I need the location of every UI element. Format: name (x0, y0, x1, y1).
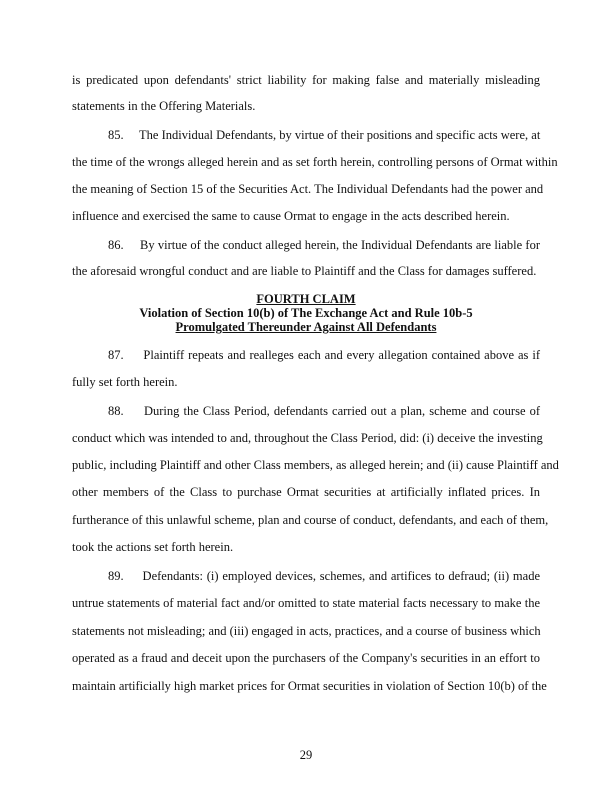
paragraph-87-line: fully set forth herein. (72, 375, 178, 389)
claim-heading-subtitle: Violation of Section 10(b) of The Exchange Act and Rule 10b-5 (139, 306, 473, 320)
paragraph-88-line: public, including Plaintiff and other Class members, as alleged herein; and (ii) cause Plaintiff and (72, 458, 559, 472)
paragraph-89-line: maintain artificially high market prices for Ormat securities in violation of Section 10(b) of the (72, 679, 547, 693)
paragraph-86-line: 86. By virtue of the conduct alleged herein, the Individual Defendants are liable for (108, 238, 540, 252)
paragraph-88-line: furtherance of this unlawful scheme, plan and course of conduct, defendants, and each of them, (72, 513, 549, 527)
paragraph-89-line: statements not misleading; and (iii) engaged in acts, practices, and a course of business which (72, 624, 541, 638)
paragraph-89-line: operated as a fraud and deceit upon the purchasers of the Company's securities in an effort to (72, 651, 540, 665)
paragraph-89-line: untrue statements of material fact and/or omitted to state material facts necessary to make the (72, 596, 540, 610)
paragraph-87-line: 87. Plaintiff repeats and realleges each and every allegation contained above as if (108, 348, 540, 362)
paragraph-85-line: influence and exercised the same to cause Ormat to engage in the acts described herein. (72, 209, 510, 223)
page-number: 29 (299, 748, 313, 762)
paragraph-line: is predicated upon defendants' strict liability for making false and materially misleading (72, 73, 540, 87)
paragraph-88-line: conduct which was intended to and, throughout the Class Period, did: (i) deceive the investing (72, 431, 543, 445)
paragraph-88-line: 88. During the Class Period, defendants carried out a plan, scheme and course of (108, 404, 540, 418)
paragraph-85-line: 85. The Individual Defendants, by virtue of their positions and specific acts were, at (108, 128, 541, 142)
paragraph-85-line: the meaning of Section 15 of the Securities Act. The Individual Defendants had the power and (72, 182, 544, 196)
paragraph-line: statements in the Offering Materials. (72, 99, 256, 113)
paragraph-88-line: took the actions set forth herein. (72, 540, 234, 554)
paragraph-88-line: other members of the Class to purchase Ormat securities at artificially inflated prices. In (72, 485, 540, 499)
paragraph-89-line: 89. Defendants: (i) employed devices, schemes, and artifices to defraud; (ii) made (108, 569, 540, 583)
claim-heading-subtitle: Promulgated Thereunder Against All Defendants (175, 320, 437, 334)
paragraph-85-line: the time of the wrongs alleged herein and as set forth herein, controlling persons of Ormat within (72, 155, 558, 169)
paragraph-86-line: the aforesaid wrongful conduct and are liable to Plaintiff and the Class for damages suffered. (72, 264, 537, 278)
claim-heading-title: FOURTH CLAIM (256, 292, 356, 306)
